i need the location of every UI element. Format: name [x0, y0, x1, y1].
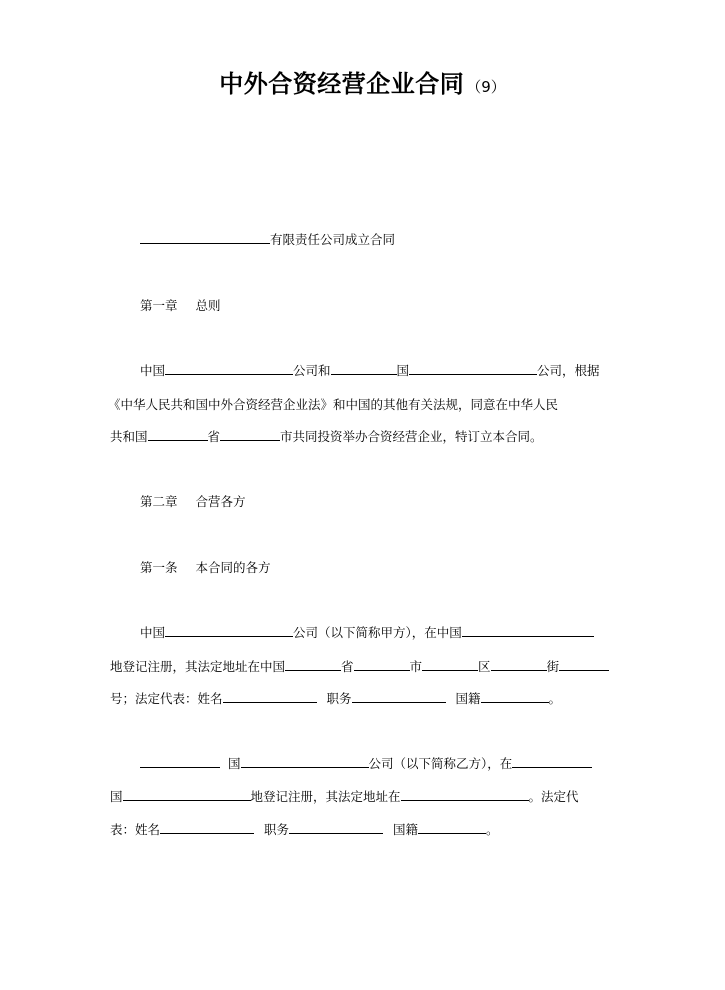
- party-a-text: 地登记注册，其法定地址在中国: [110, 659, 286, 674]
- blank-field: [165, 624, 293, 637]
- party-a-line1: [140, 624, 594, 642]
- blank-field: [418, 821, 486, 834]
- blank-field: [462, 624, 594, 637]
- blank-field: [289, 821, 383, 834]
- chapter-2-label: 第二章: [140, 494, 178, 509]
- party-b-text: 国籍: [393, 822, 419, 837]
- party-a-text: 省: [341, 659, 354, 674]
- blank-field: [559, 658, 609, 671]
- party-a-text: 国籍: [455, 691, 481, 706]
- party-a-text: 公司（以下简称甲方），在中国: [293, 625, 462, 640]
- title-number: （9）: [466, 78, 506, 96]
- party-b-text: 。法定代: [528, 789, 579, 804]
- blank-field: [409, 362, 537, 375]
- article-1-name: 本合同的各方: [195, 560, 271, 575]
- party-b-text: 国: [228, 756, 241, 771]
- party-b-line2: [110, 788, 579, 806]
- party-b-line3: [110, 821, 499, 839]
- para1-text: 《中华人民共和国中外合资经营企业法》和中国的其他有关法规，同意在中华人民: [108, 397, 559, 412]
- party-a-text: 区: [478, 659, 491, 674]
- chapter-1-name: 总则: [195, 298, 221, 313]
- chapter-1-heading: [140, 297, 221, 315]
- blank-field: [123, 788, 251, 801]
- party-a-text: 号；法定代表：姓名: [110, 691, 223, 706]
- chapter-2-name: 合营各方: [195, 494, 246, 509]
- company-name-line: [140, 231, 395, 249]
- party-a-text: 。: [548, 691, 562, 706]
- para1-line1: [140, 362, 600, 380]
- party-b-text: 职务: [264, 822, 290, 837]
- party-a-text: 街: [546, 659, 560, 674]
- para1-text: 省: [207, 429, 221, 444]
- party-a-text: 职务: [326, 691, 352, 706]
- party-a-text: 市: [409, 659, 423, 674]
- blank-field: [401, 788, 529, 801]
- blank-field: [285, 658, 341, 671]
- blank-field: [512, 755, 592, 768]
- blank-field: [223, 690, 317, 703]
- company-type-text: 有限责任公司成立合同: [270, 232, 396, 247]
- document-title: [0, 64, 725, 99]
- article-1-label: 第一条: [140, 560, 178, 575]
- blank-field: [331, 362, 397, 375]
- party-a-text: 中国: [140, 625, 166, 640]
- party-b-text: 。: [486, 822, 499, 837]
- party-b-text: 表：姓名: [110, 822, 161, 837]
- para1-text: 国: [396, 363, 410, 378]
- chapter-1-label: 第一章: [140, 298, 178, 313]
- party-b-text: 公司（以下简称乙方），在: [368, 756, 513, 771]
- para1-text: 共和国: [110, 429, 148, 444]
- para1-text: 公司，根据: [537, 363, 600, 378]
- article-1-heading: [140, 559, 271, 577]
- blank-field: [491, 658, 547, 671]
- blank-field: [422, 658, 478, 671]
- party-b-line1: [140, 755, 592, 773]
- para1-text: 市共同投资举办合资经营企业，特订立本合同。: [280, 429, 543, 444]
- blank-field: [140, 755, 220, 768]
- party-b-text: 地登记注册，其法定地址在: [250, 789, 401, 804]
- party-a-line2: [110, 658, 609, 676]
- para1-line3: [110, 428, 543, 446]
- blank-field: [241, 755, 369, 768]
- party-b-text: 国: [110, 789, 123, 804]
- para1-line2: [108, 396, 558, 414]
- blank-field: [165, 362, 293, 375]
- blank-field: [220, 428, 280, 441]
- company-name-blank: [140, 231, 270, 244]
- blank-field: [354, 658, 410, 671]
- party-a-line3: [110, 690, 561, 708]
- blank-field: [352, 690, 446, 703]
- blank-field: [148, 428, 208, 441]
- blank-field: [481, 690, 549, 703]
- para1-text: 中国: [140, 363, 166, 378]
- blank-field: [160, 821, 254, 834]
- para1-text: 公司和: [293, 363, 331, 378]
- title-main: 中外合资经营企业合同: [219, 70, 465, 98]
- chapter-2-heading: [140, 493, 246, 511]
